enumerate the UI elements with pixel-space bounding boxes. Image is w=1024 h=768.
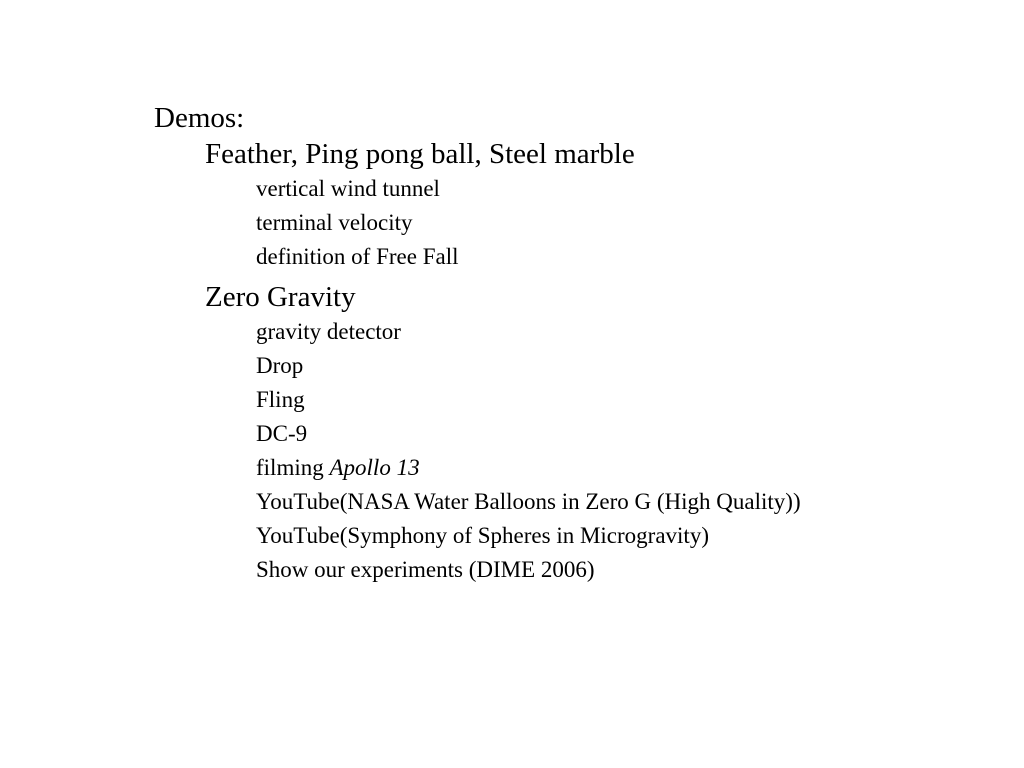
demo-item-fling: Fling [256, 387, 305, 412]
section-title: Zero Gravity [205, 281, 356, 313]
section-title: Feather, Ping pong ball, Steel marble [205, 138, 635, 170]
demo-item-text: filming [256, 455, 330, 480]
demo-item-youtube-symphony-of-spheres: YouTube(Symphony of Spheres in Microgravity) [256, 523, 709, 548]
demo-item-dc-9: DC-9 [256, 421, 308, 446]
demo-item-gravity-detector: gravity detector [256, 319, 401, 344]
demo-outline [154, 100, 994, 592]
demo-item-list [154, 315, 994, 592]
slide-heading: Demos: [154, 102, 245, 134]
demo-item-filming-apollo-13 [256, 451, 994, 485]
demo-item-list [154, 172, 994, 279]
film-title: Apollo 13 [329, 455, 420, 480]
demo-item-free-fall-definition: definition of Free Fall [256, 244, 459, 269]
demo-item-show-experiments: Show our experiments (DIME 2006) [256, 557, 595, 582]
demo-item-terminal-velocity: terminal velocity [256, 210, 413, 235]
demo-item-vertical-wind-tunnel: vertical wind tunnel [256, 176, 440, 201]
section-zero-gravity [154, 279, 994, 592]
demo-item-youtube-water-balloons: YouTube(NASA Water Balloons in Zero G (High Quality)) [256, 489, 801, 514]
section-feather-ping-pong-marble [154, 136, 994, 279]
demo-item-drop: Drop [256, 353, 304, 378]
